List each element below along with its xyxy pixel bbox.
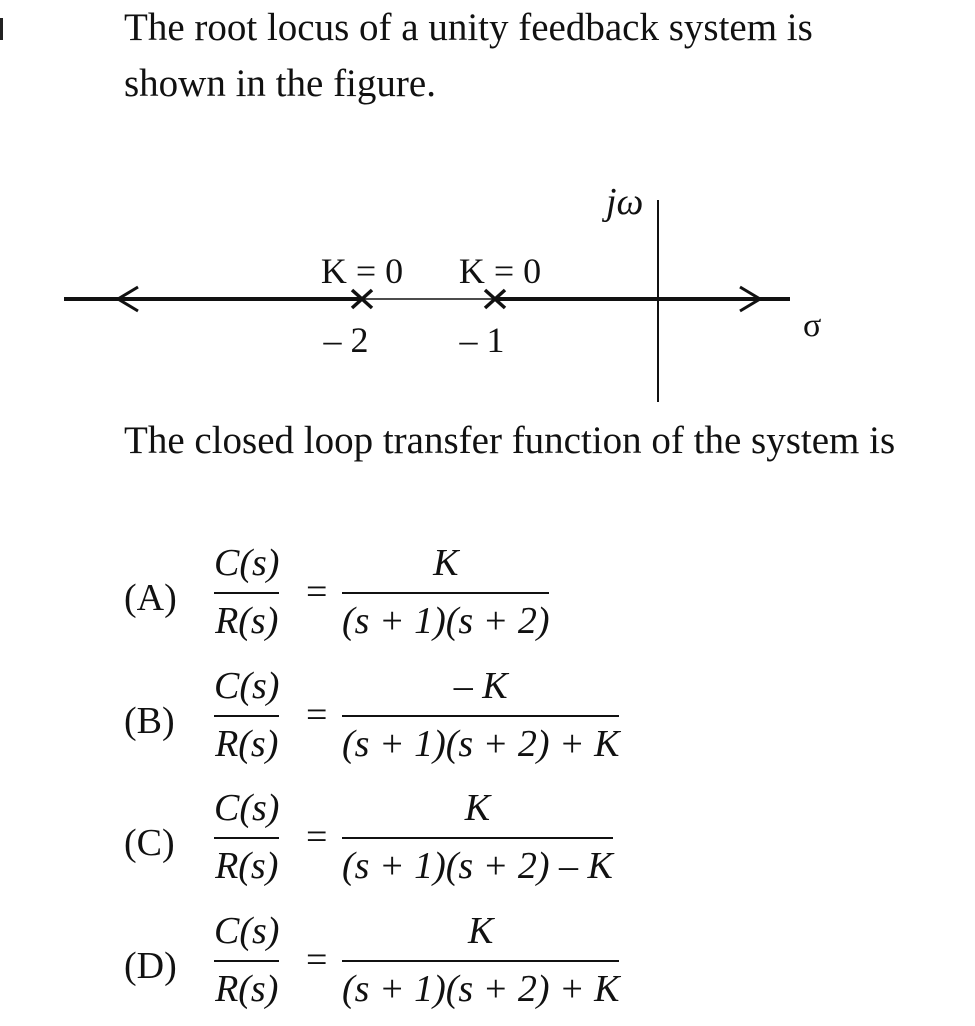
rhs-denominator: (s + 1)(s + 2) + K <box>342 968 620 1010</box>
option-label: (D) <box>124 945 177 987</box>
rhs-fraction <box>342 908 619 1012</box>
option-b[interactable] <box>124 663 684 781</box>
option-label: (A) <box>124 577 177 619</box>
lhs-numerator: C(s) <box>214 787 280 829</box>
lhs-fraction <box>214 785 279 889</box>
equals-sign: = <box>306 816 328 858</box>
page-edge-mark <box>0 18 3 40</box>
option-label: (B) <box>124 700 175 742</box>
lhs-numerator: C(s) <box>214 542 280 584</box>
root-locus-figure <box>0 170 975 410</box>
rhs-fraction <box>342 540 549 644</box>
lhs-numerator: C(s) <box>214 665 280 707</box>
rhs-fraction <box>342 663 619 767</box>
rhs-numerator: K <box>468 910 494 952</box>
option-d[interactable] <box>124 908 684 1026</box>
option-label: (C) <box>124 822 175 864</box>
rhs-fraction <box>342 785 613 889</box>
fraction-bar <box>342 592 549 594</box>
option-a[interactable] <box>124 540 684 658</box>
lhs-denominator: R(s) <box>215 600 279 642</box>
fraction-bar <box>342 715 619 717</box>
lhs-fraction <box>214 663 279 767</box>
rhs-numerator: – K <box>453 665 508 707</box>
lhs-numerator: C(s) <box>214 910 280 952</box>
fraction-bar <box>342 960 619 962</box>
real-axis-label: σ <box>803 307 822 344</box>
question-intro: The root locus of a unity feedback system is shown in the figure. <box>124 6 813 105</box>
rhs-denominator: (s + 1)(s + 2) + K <box>342 723 620 765</box>
lhs-denominator: R(s) <box>215 968 279 1010</box>
lhs-denominator: R(s) <box>215 845 279 887</box>
fraction-bar <box>214 837 279 839</box>
fraction-bar <box>214 960 279 962</box>
rhs-numerator: K <box>464 787 491 829</box>
pole-tick-label: – 2 <box>323 320 369 360</box>
question-prompt: The closed loop transfer function of the system is <box>124 419 896 462</box>
lhs-fraction <box>214 540 279 644</box>
equals-sign: = <box>306 571 328 613</box>
fraction-bar <box>214 715 279 717</box>
lhs-denominator: R(s) <box>215 723 279 765</box>
rhs-numerator: K <box>433 542 459 584</box>
pole-gain-label: K = 0 <box>458 251 542 291</box>
option-c[interactable] <box>124 785 684 903</box>
fraction-bar <box>214 592 279 594</box>
lhs-fraction <box>214 908 279 1012</box>
pole-tick-label: – 1 <box>459 320 505 360</box>
equals-sign: = <box>306 694 328 736</box>
rhs-denominator: (s + 1)(s + 2) <box>342 600 550 642</box>
imag-axis-label: jω <box>606 181 644 223</box>
equals-sign: = <box>306 939 328 981</box>
rhs-denominator: (s + 1)(s + 2) – K <box>342 845 613 887</box>
fraction-bar <box>342 837 613 839</box>
pole-gain-label: K = 0 <box>320 251 404 291</box>
